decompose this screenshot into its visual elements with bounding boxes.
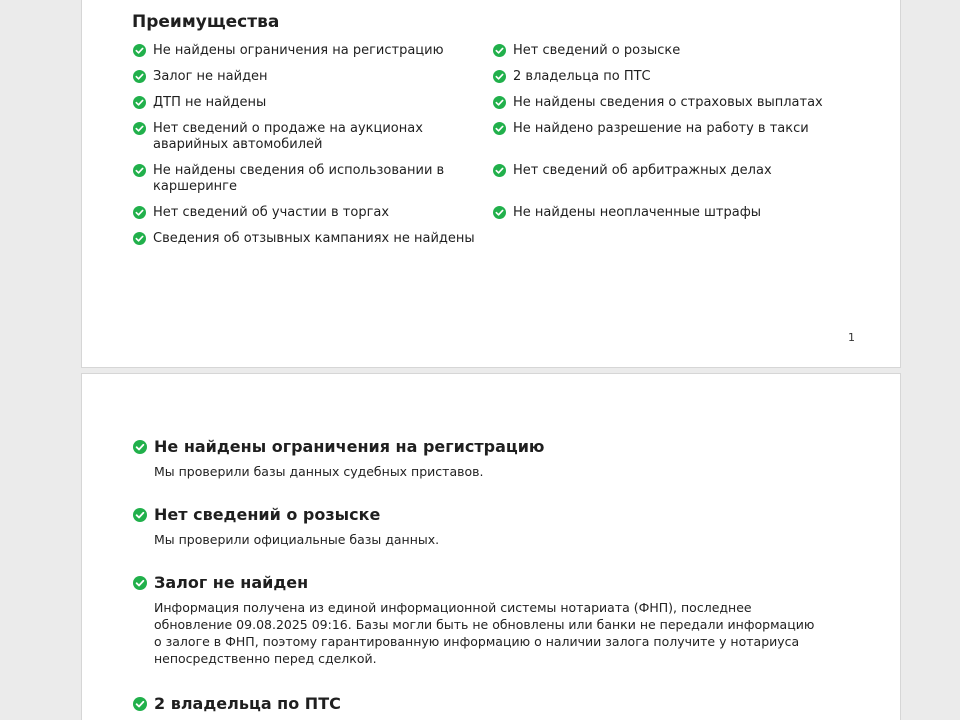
detail-title: Не найдены ограничения на регистрацию <box>154 437 545 456</box>
advantage-label: Нет сведений об арбитражных делах <box>513 163 772 178</box>
check-circle-icon <box>493 44 506 57</box>
advantage-item <box>133 43 485 59</box>
advantage-item <box>133 163 485 195</box>
detail-title: 2 владельца по ПТС <box>154 694 341 713</box>
advantage-label: Не найдены неоплаченные штрафы <box>513 205 762 220</box>
check-circle-icon <box>133 122 146 135</box>
detail-text: Мы проверили официальные базы данных. <box>154 532 440 547</box>
check-circle-icon <box>133 206 146 219</box>
detail-title: Нет сведений о розыске <box>154 505 381 524</box>
detail-title: Залог не найден <box>154 573 309 592</box>
advantage-item <box>493 69 823 85</box>
check-circle-icon <box>133 164 146 177</box>
advantage-label: Нет сведений о продаже на аукционах аварийных автомобилей <box>153 121 423 152</box>
advantage-label: Не найдены сведения об использовании в каршеринге <box>153 163 445 194</box>
detail-header <box>132 693 822 715</box>
check-circle-icon <box>133 508 147 522</box>
check-circle-icon <box>133 96 146 109</box>
detail-section-registration <box>132 436 822 480</box>
advantage-item <box>133 95 485 111</box>
detail-section-owners <box>132 693 822 715</box>
detail-header <box>132 436 822 458</box>
advantages-list-left <box>133 43 485 247</box>
advantage-item <box>133 121 485 153</box>
report-page-1 <box>81 0 901 368</box>
advantage-label: Сведения об отзывных кампаниях не найдены <box>153 231 475 246</box>
advantage-item <box>493 205 823 221</box>
detail-section-pledge <box>132 572 822 667</box>
detail-header <box>132 572 822 594</box>
advantage-item <box>493 163 823 179</box>
advantage-item <box>493 43 823 59</box>
advantage-item <box>133 205 485 221</box>
check-circle-icon <box>133 697 147 711</box>
advantage-item <box>493 121 823 137</box>
advantage-item <box>133 231 485 247</box>
check-circle-icon <box>133 576 147 590</box>
check-circle-icon <box>493 164 506 177</box>
page-number: 1 <box>848 331 855 344</box>
advantage-label: Не найдены сведения о страховых выплатах <box>513 95 823 110</box>
check-circle-icon <box>493 206 506 219</box>
detail-header <box>132 504 822 526</box>
check-circle-icon <box>133 70 146 83</box>
advantages-title: Преимущества <box>132 12 280 32</box>
detail-text: Информация получена из единой информационной системы нотариата (ФНП), последнее обновление 09.08.2025 09:16. Базы могли быть не обновлены или банки не передали информацию о залоге в ФНП, поэтому гарантированную информацию о наличии залога получите у нотариуса непосредственно перед сделкой. <box>154 600 815 666</box>
check-circle-icon <box>493 70 506 83</box>
advantage-label: ДТП не найдены <box>153 95 267 110</box>
check-circle-icon <box>133 232 146 245</box>
detail-section-wanted <box>132 504 822 548</box>
advantage-item <box>493 95 823 111</box>
check-circle-icon <box>133 44 146 57</box>
advantage-label: Нет сведений об участии в торгах <box>153 205 390 220</box>
advantage-label: Не найдены ограничения на регистрацию <box>153 43 444 58</box>
advantage-label: Не найдено разрешение на работу в такси <box>513 121 809 136</box>
report-page-2 <box>81 373 901 720</box>
detail-text: Мы проверили базы данных судебных приставов. <box>154 464 484 479</box>
advantages-list-right <box>493 43 823 221</box>
advantage-label: Нет сведений о розыске <box>513 43 681 58</box>
advantage-label: 2 владельца по ПТС <box>513 69 651 84</box>
advantage-item <box>133 69 485 85</box>
advantage-label: Залог не найден <box>153 69 268 84</box>
check-circle-icon <box>133 440 147 454</box>
check-circle-icon <box>493 122 506 135</box>
check-circle-icon <box>493 96 506 109</box>
